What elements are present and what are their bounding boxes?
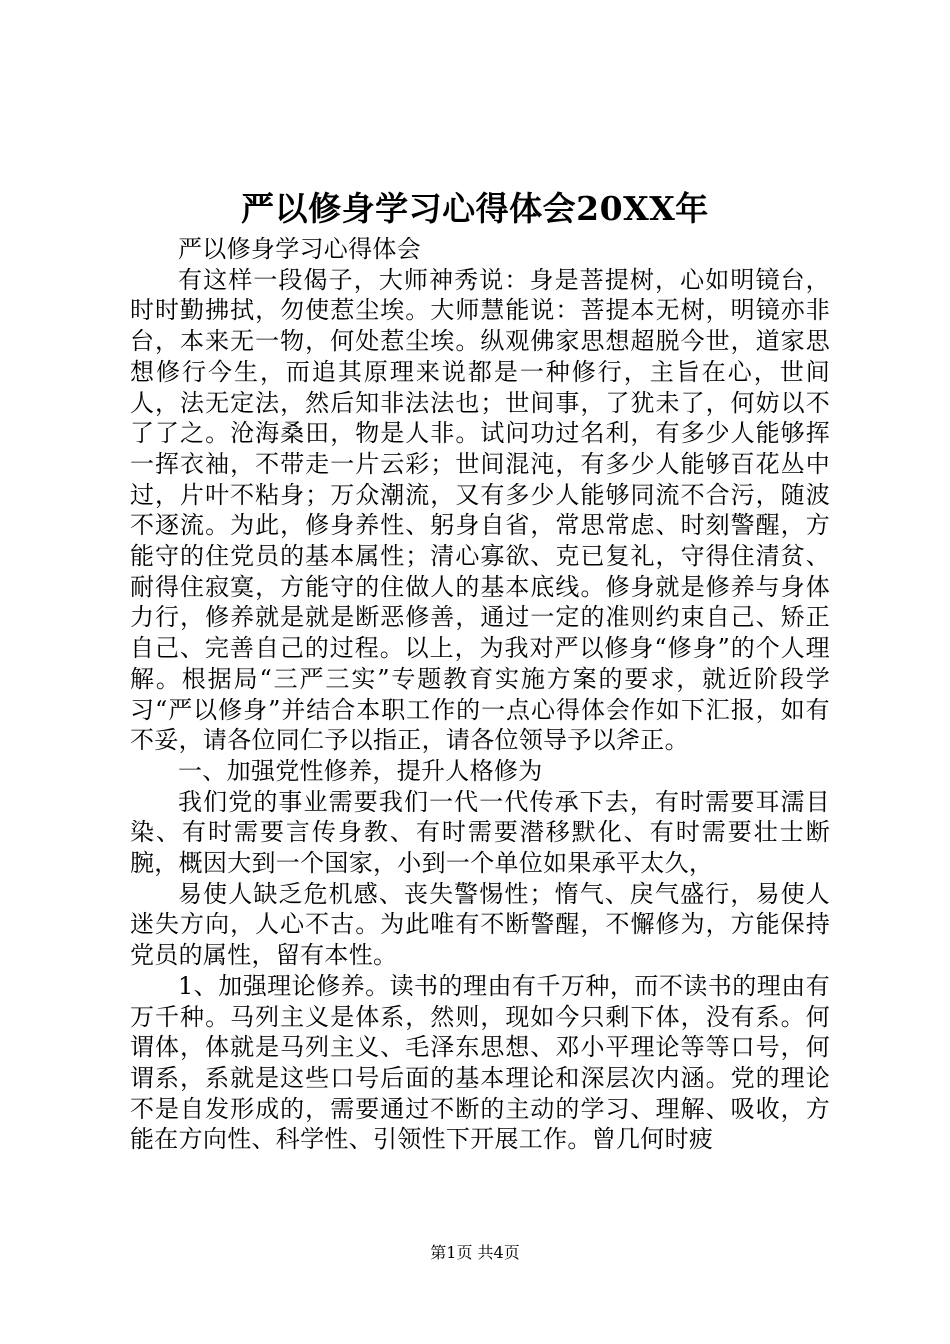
page-footer: 第1页 共4页 <box>430 1243 520 1262</box>
subtitle-paragraph: 严以修身学习心得体会 <box>178 235 421 263</box>
document-title: 严以修身学习心得体会20XX年 <box>241 189 709 228</box>
intro-paragraph: 有这样一段偈子，大师神秀说：身是菩提树，心如明镜台，时时勤拂拭，勿使惹尘埃。大师慧能说：菩提本无树，明镜亦非台，本来无一物，何处惹尘埃。纵观佛家思想超脱今世，道家思想修行今生，而追其原理来说都是一种修行，主旨在心，世间人，法无定法，然后知非法法也；世间事，了犹未了，何妨以不了了之。沧海桑田，物是人非。试问功过名利，有多少人能够挥一挥衣袖，不带走一片云彩；世间混沌，有多少人能够百花丛中过，片叶不粘身；万众潮流，又有多少人能够同流不合污，随波不逐流。为此，修身养性、躬身自省，常思常虑、时刻警醒，方能守的住党员的基本属性；清心寡欲、克已复礼，守得住清贫、耐得住寂寞，方能守的住做人的基本底线。修身就是修养与身体力行，修养就是就是断恶修善，通过一定的准则约束自己、矫正自己、完善自己的过程。以上，为我对严以修身“修身”的个人理解。根据局“三严三实”专题教育实施方案的要求，就近阶段学习“严以修身”并结合本职工作的一点心得体会作如下汇报，如有不妥，请各位同仁予以指正，请各位领导予以斧正。 <box>130 265 830 755</box>
section-heading: 一、加强党性修养，提升人格修为 <box>178 756 543 785</box>
body-paragraph: 易使人缺乏危机感、丧失警惕性；惰气、戾气盛行，易使人迷失方向，人心不古。为此唯有不断警醒，不懈修为，方能保持党员的属性，留有本性。 <box>130 879 830 970</box>
body-paragraph: 1、加强理论修养。读书的理由有千万种，而不读书的理由有万千种。马列主义是体系，然则，现如今只剩下体，没有系。何谓体，体就是马列主义、毛泽东思想、邓小平理论等等口号，何谓系，系就是这些口号后面的基本理论和深层次内涵。党的理论不是自发形成的，需要通过不断的主动的学习、理解、吸收，方能在方向性、科学性、引领性下开展工作。曾几何时疲 <box>130 971 830 1154</box>
document-body <box>130 234 830 1155</box>
body-paragraph: 我们党的事业需要我们一代一代传承下去，有时需要耳濡目染、有时需要言传身教、有时需要潜移默化、有时需要壮士断腕，概因大到一个国家，小到一个单位如果承平太久， <box>130 787 830 878</box>
